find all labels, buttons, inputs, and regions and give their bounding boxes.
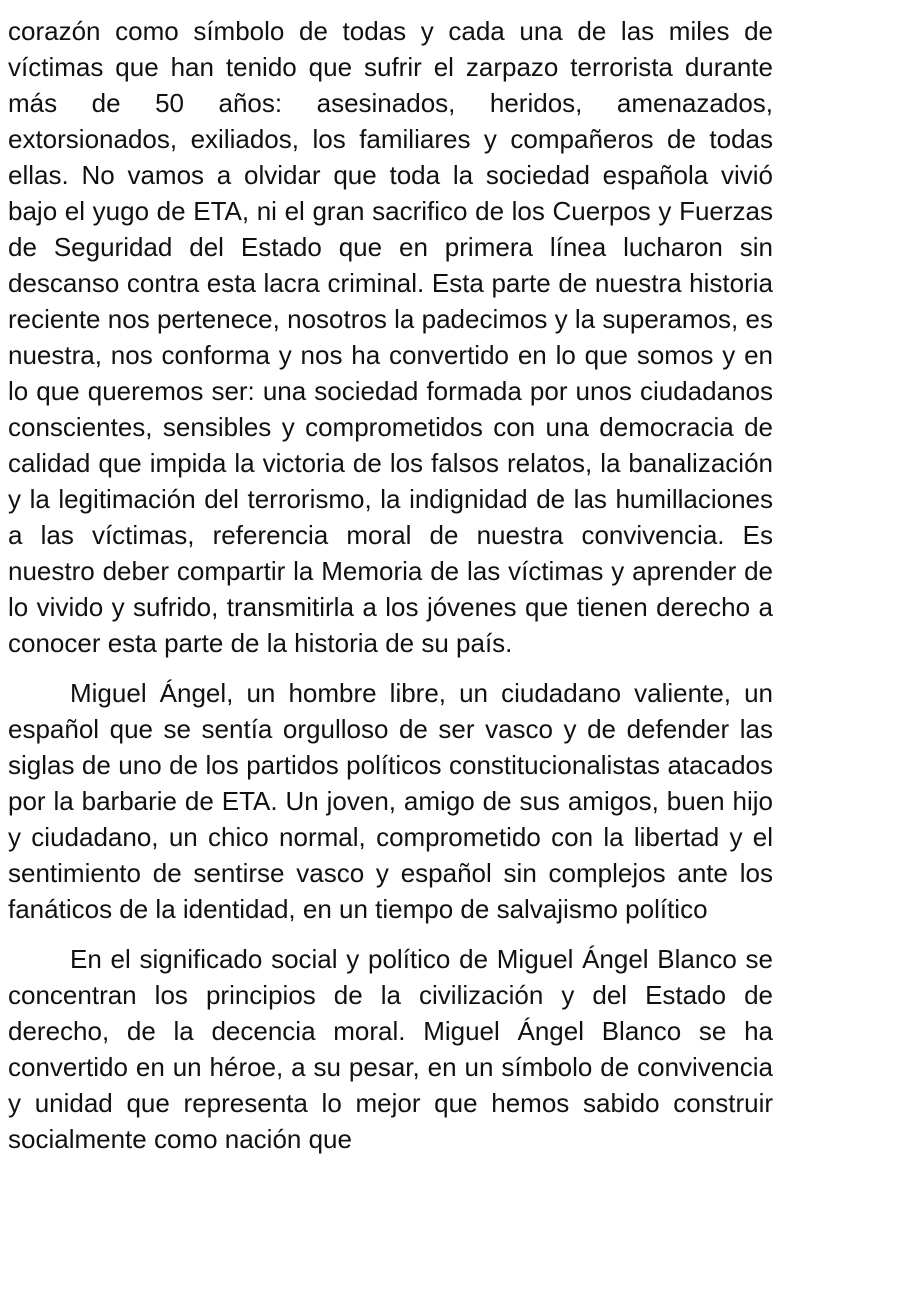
paragraph-social-meaning: En el significado social y político de Miguel Ángel Blanco se concentran los principios de la civilización y del Estado de derecho, de la decencia moral. Miguel Ángel Blanco se ha convertido en un héroe, a su pesar, en un símbolo de convivencia y unidad que representa lo mejor que hemos sabido construir socialmente como nación que — [8, 944, 773, 1154]
document-page — [8, 13, 773, 1157]
paragraph-victims-memory: corazón como símbolo de todas y cada una de las miles de víctimas que han tenido que sufrir el zarpazo terrorista durante más de 50 años: asesinados, heridos, amenazados, extorsionados, exiliados, los familiares y compañeros de todas ellas. No vamos a olvidar que toda la sociedad española vivió bajo el yugo de ETA, ni el gran sacrifico de los Cuerpos y Fuerzas de Seguridad del Estado que en primera línea lucharon sin descanso contra esta lacra criminal. Esta parte de nuestra historia reciente nos pertenece, nosotros la padecimos y la superamos, es nuestra, nos conforma y nos ha convertido en lo que somos y en lo que queremos ser: una sociedad formada por unos ciudadanos conscientes, sensibles y comprometidos con una democracia de calidad que impida la victoria de los falsos relatos, la banalización y la legitimación del terrorismo, la indignidad de las humillaciones a las víctimas, referencia moral de nuestra convivencia. Es nuestro deber compartir la Memoria de las víctimas y aprender de lo vivido y sufrido, transmitirla a los jóvenes que tienen derecho a conocer esta parte de la historia de su país. — [8, 16, 773, 658]
paragraph-miguel-angel-profile: Miguel Ángel, un hombre libre, un ciudadano valiente, un español que se sentía orgulloso de ser vasco y de defender las siglas de uno de los partidos políticos constitucionalistas atacados por la barbarie de ETA. Un joven, amigo de sus amigos, buen hijo y ciudadano, un chico normal, comprometido con la libertad y el sentimiento de sentirse vasco y español sin complejos ante los fanáticos de la identidad, en un tiempo de salvajismo político — [8, 678, 773, 924]
